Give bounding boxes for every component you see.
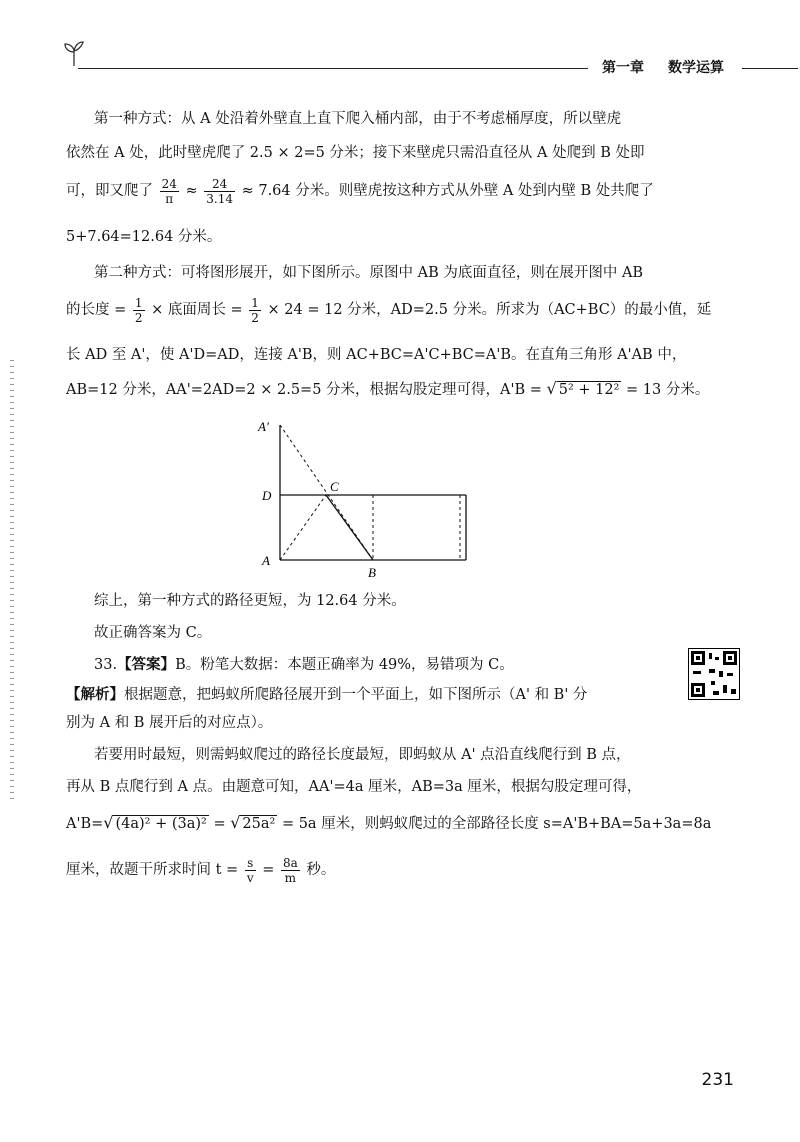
p1-line-3-text-a: 可，即又爬了: [66, 183, 153, 199]
header-chapter: 第一章: [602, 60, 644, 76]
line-c-b: [326, 495, 373, 560]
header-rule-right: [742, 68, 798, 69]
fraction-24-over-314: $\frac{24}{3.14}$: [206, 176, 233, 206]
q33-line-4-text-a: 厘米，故题干所求时间 t =: [66, 862, 239, 878]
sqrt-sign-2: √: [230, 813, 241, 832]
p2-line-2-text-c: × 24 = 12 分米，AD=2.5 分米。所求为（AC+BC）的最小值，延: [267, 302, 712, 318]
approx-sign: ≈: [185, 183, 198, 199]
q33-line-3-text-c: = 5a 厘米，则蚂蚁爬过的全部路径长度 s=A'B+BA=5a+3a=8a: [281, 816, 712, 832]
p2-line-2: [66, 292, 736, 328]
sqrt-sign: √: [546, 379, 557, 398]
label-a-prime: A': [258, 419, 269, 434]
header-rule-left: [78, 68, 588, 69]
p1-line-3: [66, 174, 736, 208]
p2-line-2-text-b: × 底面周长 =: [151, 302, 243, 318]
q33-para-line-4: [66, 852, 736, 888]
p1-line-3-text-c: ≈ 7.64 分米。则壁虎按这种方式从外壁 A 处到内壁 B 处共爬了: [241, 183, 654, 199]
sqrt-radicand-2: 25a²: [242, 816, 276, 832]
sqrt-sign-1: √: [103, 813, 114, 832]
margin-dots: [10, 360, 14, 800]
label-d: D: [262, 488, 272, 503]
label-c: C: [330, 479, 339, 494]
label-b: B: [368, 565, 376, 580]
fraction-s-over-v: $\frac{s}{v}$: [246, 855, 254, 885]
p1-line-1: 第一种方式：从 A 处沿着外壁直上直下爬入桶内部，由于不考虑桶厚度，所以壁虎: [94, 111, 622, 127]
conclusion-line-1: 综上，第一种方式的路径更短，为 12.64 分米。: [94, 593, 406, 609]
line-a-c: [280, 495, 326, 560]
q33-para-line-3: [66, 812, 736, 835]
p1-line-2: 依然在 A 处，此时壁虎爬了 2.5 × 2=5 分米；接下来壁虎只需沿直径从 A 处爬到 B 处即: [66, 145, 645, 161]
p2-line-2-text-a: 的长度 =: [66, 302, 127, 318]
q33-line-3-text-a: A'B=: [66, 816, 104, 832]
answer-tag: 【答案】: [117, 656, 176, 673]
p2-line-3: 长 AD 至 A'，使 A'D=AD，连接 A'B，则 AC+BC=A'C+BC=A'B。在直角三角形 A'AB 中，: [66, 347, 687, 363]
q33-analysis-line-2: 别为 A 和 B 展开后的对应点）。: [66, 715, 273, 731]
q33-para-line-1: 若要用时最短，则需蚂蚁爬过的路径长度最短，即蚂蚁从 A' 点沿直线爬行到 B 点，: [94, 747, 631, 763]
p2-line-1: 第二种方式：可将图形展开，如下图所示。原图中 AB 为底面直径，则在展开图中 AB: [94, 265, 644, 281]
q33-analysis-line-1: [66, 684, 736, 706]
label-a: A: [262, 553, 270, 568]
conclusion-line-2: 故正确答案为 C。: [94, 625, 212, 641]
p2-line-4-text-a: AB=12 分米，AA'=2AD=2 × 2.5=5 分米，根据勾股定理可得，A'B =: [66, 382, 542, 398]
answer-text: B。粉笔大数据：本题正确率为 49%，易错项为 C。: [175, 657, 514, 673]
p2-line-4: [66, 378, 736, 401]
q33-answer-line: [94, 654, 736, 676]
fraction-one-half-b: $\frac{1}{2}$: [251, 295, 259, 325]
fraction-24-over-pi: $\frac{24}{\pi}$: [161, 176, 177, 206]
equals-sign-2: =: [262, 862, 275, 878]
sprout-icon: [62, 40, 86, 68]
q33-line-4-text-c: 秒。: [306, 862, 336, 878]
sqrt-radicand: 5² + 12²: [558, 382, 620, 398]
p2-line-4-text-b: = 13 分米。: [626, 382, 710, 398]
analysis-text-1: 根据题意，把蚂蚁所爬路径展开到一个平面上，如下图所示（A' 和 B' 分: [124, 687, 588, 703]
q33-para-line-2: 再从 B 点爬行到 A 点。由题意可知，AA'=4a 厘米，AB=3a 厘米，根据勾股定理可得，: [66, 779, 642, 795]
unfolded-cylinder-diagram: [250, 415, 480, 580]
analysis-tag: 【解析】: [66, 686, 124, 703]
fraction-8a-over-m: $\frac{8a}{m}$: [282, 855, 298, 885]
p1-line-4: 5+7.64=12.64 分米。: [66, 229, 222, 245]
page-number: 231: [701, 1070, 734, 1090]
header-title: 数学运算: [668, 60, 724, 76]
q33-number: 33.: [94, 657, 118, 673]
equals-sign: =: [213, 816, 226, 832]
fraction-one-half-a: $\frac{1}{2}$: [134, 295, 143, 325]
sqrt-radicand-1: (4a)² + (3a)²: [115, 816, 207, 832]
